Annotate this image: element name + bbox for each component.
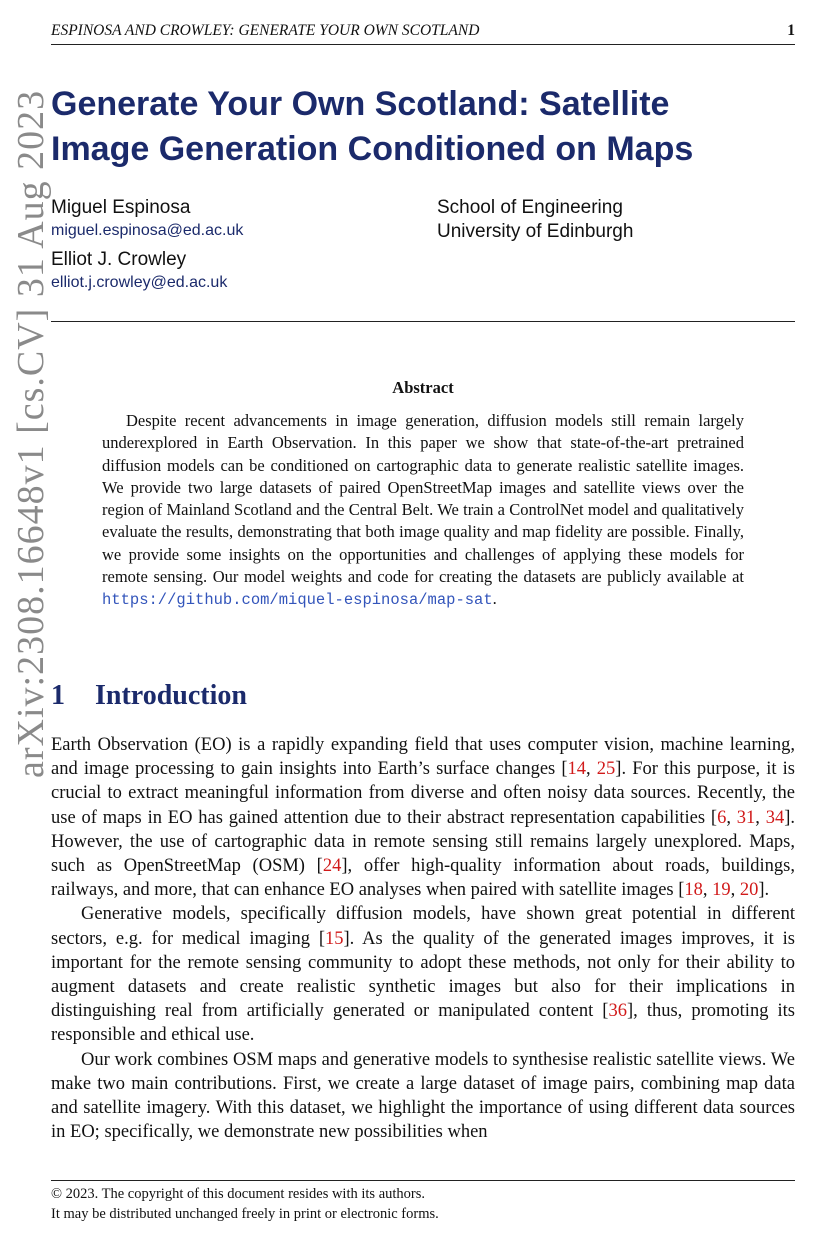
code-url-link[interactable]: https://github.com/miquel-espinosa/map-sat bbox=[102, 591, 493, 610]
paragraph-text: ]. bbox=[758, 880, 770, 901]
author-name: Elliot J. Crowley bbox=[51, 249, 187, 270]
paragraph-text: , bbox=[586, 759, 597, 780]
author-1 bbox=[51, 196, 795, 242]
affiliation bbox=[437, 196, 633, 244]
affiliation-line-1: School of Engineering bbox=[437, 197, 623, 218]
running-head-title: ESPINOSA AND CROWLEY: GENERATE YOUR OWN SCOTLAND bbox=[51, 22, 480, 39]
paragraph-text: Generative models, specifically diffusion models, have shown great potential in different sectors, e.g. for medical imaging [ bbox=[51, 904, 795, 949]
paragraph-text: ]. As the quality of the generated images improves, it is important for the remote sensing community to adopt these methods, not only for their ability to augment datasets and create realistic synthetic images but also for their implications in distinguishing real from artificially generated or manipulated content [ bbox=[51, 928, 795, 1022]
paragraph-3: Our work combines OSM maps and generative models to synthesise realistic satellite views. We make two main contributions. First, we create a large dataset of image pairs, combining map data and satellite imagery. With this dataset, we highlight the importance of using different data sources in EO; specifically, we demonstrate new possibilities when bbox=[51, 1049, 795, 1143]
paragraph-2 bbox=[51, 902, 795, 1047]
paper-title bbox=[51, 82, 791, 172]
paragraph-text: , bbox=[755, 807, 766, 828]
footnote-divider bbox=[51, 1180, 795, 1181]
citation-link[interactable]: 18 bbox=[684, 880, 703, 901]
section-title: Introduction bbox=[95, 680, 247, 711]
section-number: 1 bbox=[51, 680, 65, 711]
citation-link[interactable]: 24 bbox=[322, 856, 342, 877]
citation-link[interactable]: 14 bbox=[567, 759, 587, 780]
paragraph-text: Earth Observation (EO) is a rapidly expanding field that uses computer vision, machine learning, and image processing to gain insights into Earth’s surface changes [ bbox=[51, 735, 795, 780]
abstract-end: . bbox=[492, 589, 497, 609]
abstract-body: Despite recent advancements in image generation, diffusion models still remain largely underexplored in Earth Observation. In this paper we show that state-of-the-art pretrained diffusion models can be conditioned on cartographic data to generate realistic satellite images. We provide two large datasets of paired OpenStreetMap images and satellite views over the region of Mainland Scotland and the Central Belt. We train a ControlNet model and qualitatively evaluate the results, demonstrating that both image quality and map fidelity are possible. Finally, we provide some insights on the opportunities and challenges of applying these models for remote sensing. Our model weights and code for creating the datasets are publicly available at bbox=[102, 411, 744, 587]
paragraph-text: ], thus, promoting its responsible and ethical use. bbox=[51, 1001, 795, 1046]
author-email[interactable]: elliot.j.crowley@ed.ac.uk bbox=[51, 274, 228, 291]
footnote-line-1: © 2023. The copyright of this document resides with its authors. bbox=[51, 1186, 426, 1202]
paragraph-text: , bbox=[702, 880, 713, 901]
abstract-text bbox=[102, 410, 744, 612]
page-number: 1 bbox=[787, 22, 795, 39]
copyright-footnote bbox=[51, 1184, 795, 1224]
author-2 bbox=[51, 248, 795, 294]
citation-link[interactable]: 15 bbox=[325, 928, 344, 949]
arxiv-stamp: arXiv:2308.16648v1 [cs.CV] 31 Aug 2023 bbox=[10, 89, 52, 778]
title-line-1: Generate Your Own Scotland: Satellite bbox=[51, 85, 670, 123]
author-name: Miguel Espinosa bbox=[51, 197, 191, 218]
paragraph-text: ], offer high-quality information about roads, buildings, railways, and more, that can enhance EO analyses when paired with satellite images [ bbox=[51, 856, 795, 901]
paragraph-1 bbox=[51, 733, 795, 902]
citation-link[interactable]: 34 bbox=[765, 807, 785, 828]
paragraph-text: ]. For this purpose, it is crucial to extract meaningful information from diverse and often noisy data sources. Recently, the use of maps in EO has gained attention due to their abstract representation capabilities [ bbox=[51, 759, 796, 828]
author-email[interactable]: miguel.espinosa@ed.ac.uk bbox=[51, 222, 244, 239]
citation-link[interactable]: 31 bbox=[736, 807, 756, 828]
author-block bbox=[51, 196, 795, 294]
abstract-heading: Abstract bbox=[392, 378, 454, 397]
citation-link[interactable]: 19 bbox=[712, 880, 731, 901]
footnote-line-2: It may be distributed unchanged freely in print or electronic forms. bbox=[51, 1206, 439, 1222]
body-text bbox=[51, 733, 795, 1144]
title-line-2: Image Generation Conditioned on Maps bbox=[51, 130, 694, 168]
paragraph-text: , bbox=[730, 880, 740, 901]
header-divider bbox=[51, 321, 795, 322]
citation-link[interactable]: 6 bbox=[717, 807, 727, 828]
paragraph-text: , bbox=[726, 807, 737, 828]
paragraph-text: ]. However, the use of cartographic data in remote sensing still remains largely unexplored. Maps, such as OpenStreetMap (OSM) [ bbox=[51, 807, 796, 877]
citation-link[interactable]: 25 bbox=[596, 759, 616, 780]
citation-link[interactable]: 20 bbox=[739, 880, 759, 901]
citation-link[interactable]: 36 bbox=[608, 1001, 627, 1022]
affiliation-line-2: University of Edinburgh bbox=[437, 221, 634, 242]
section-heading bbox=[51, 678, 247, 714]
running-head bbox=[51, 20, 795, 45]
